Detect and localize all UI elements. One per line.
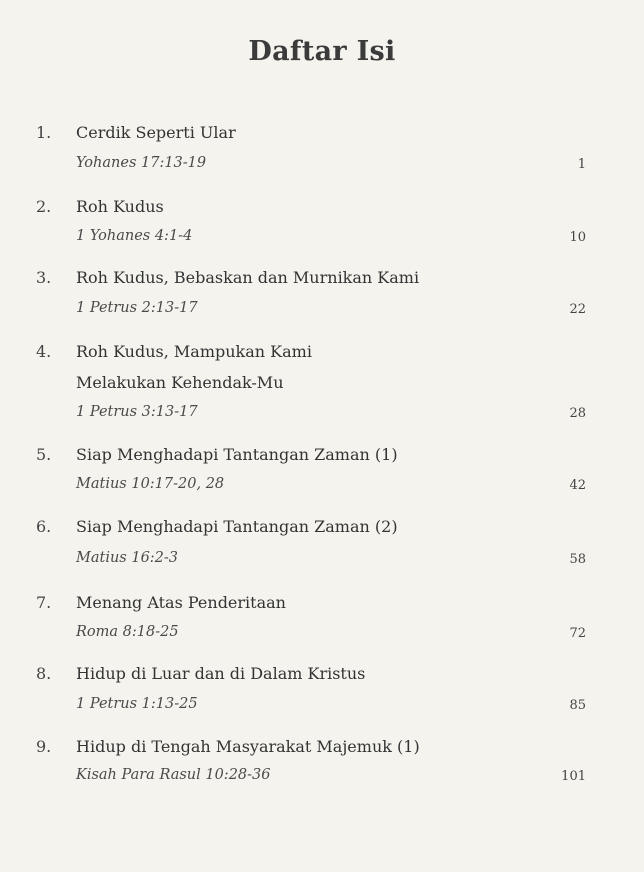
entry-number: 9. [36, 737, 52, 756]
entry-page-number: 28 [569, 406, 586, 421]
entry-title: Melakukan Kehendak-Mu [76, 373, 284, 392]
entry-title: Roh Kudus, Bebaskan dan Murnikan Kami [76, 268, 420, 287]
page-title: Daftar Isi [248, 36, 396, 67]
entry-scripture-ref: 1 Petrus 3:13-17 [76, 404, 198, 420]
entry-title: Siap Menghadapi Tantangan Zaman (1) [76, 445, 398, 464]
entry-page-number: 85 [569, 698, 586, 713]
entry-title: Roh Kudus [76, 197, 164, 216]
entry-title: Siap Menghadapi Tantangan Zaman (2) [76, 517, 398, 536]
entry-scripture-ref: Yohanes 17:13-19 [76, 155, 207, 171]
entry-page-number: 42 [569, 478, 586, 493]
entry-page-number: 58 [569, 552, 586, 567]
entry-number: 3. [36, 268, 52, 287]
entry-page-number: 22 [569, 302, 586, 317]
entry-scripture-ref: Roma 8:18-25 [76, 624, 179, 640]
entry-page-number: 10 [569, 230, 586, 245]
entry-number: 5. [36, 445, 52, 464]
entry-title: Cerdik Seperti Ular [76, 123, 236, 142]
entry-scripture-ref: Matius 16:2-3 [76, 550, 179, 566]
entry-number: 7. [36, 593, 52, 612]
entry-number: 6. [36, 517, 52, 536]
entry-scripture-ref: 1 Yohanes 4:1-4 [76, 228, 193, 244]
entry-title: Roh Kudus, Mampukan Kami [76, 342, 312, 361]
entry-title: Menang Atas Penderitaan [76, 593, 286, 612]
entry-scripture-ref: Matius 10:17-20, 28 [76, 476, 225, 492]
entry-page-number: 101 [561, 769, 586, 784]
entry-title: Hidup di Tengah Masyarakat Majemuk (1) [76, 737, 420, 756]
entry-scripture-ref: 1 Petrus 1:13-25 [76, 696, 198, 712]
entry-title: Hidup di Luar dan di Dalam Kristus [76, 664, 366, 683]
entry-number: 4. [36, 342, 52, 361]
entry-number: 1. [36, 123, 52, 142]
entry-scripture-ref: 1 Petrus 2:13-17 [76, 300, 198, 316]
entry-number: 2. [36, 197, 52, 216]
entry-number: 8. [36, 664, 52, 683]
entry-scripture-ref: Kisah Para Rasul 10:28-36 [76, 767, 271, 783]
entry-page-number: 72 [569, 626, 586, 641]
entry-page-number: 1 [577, 157, 586, 172]
